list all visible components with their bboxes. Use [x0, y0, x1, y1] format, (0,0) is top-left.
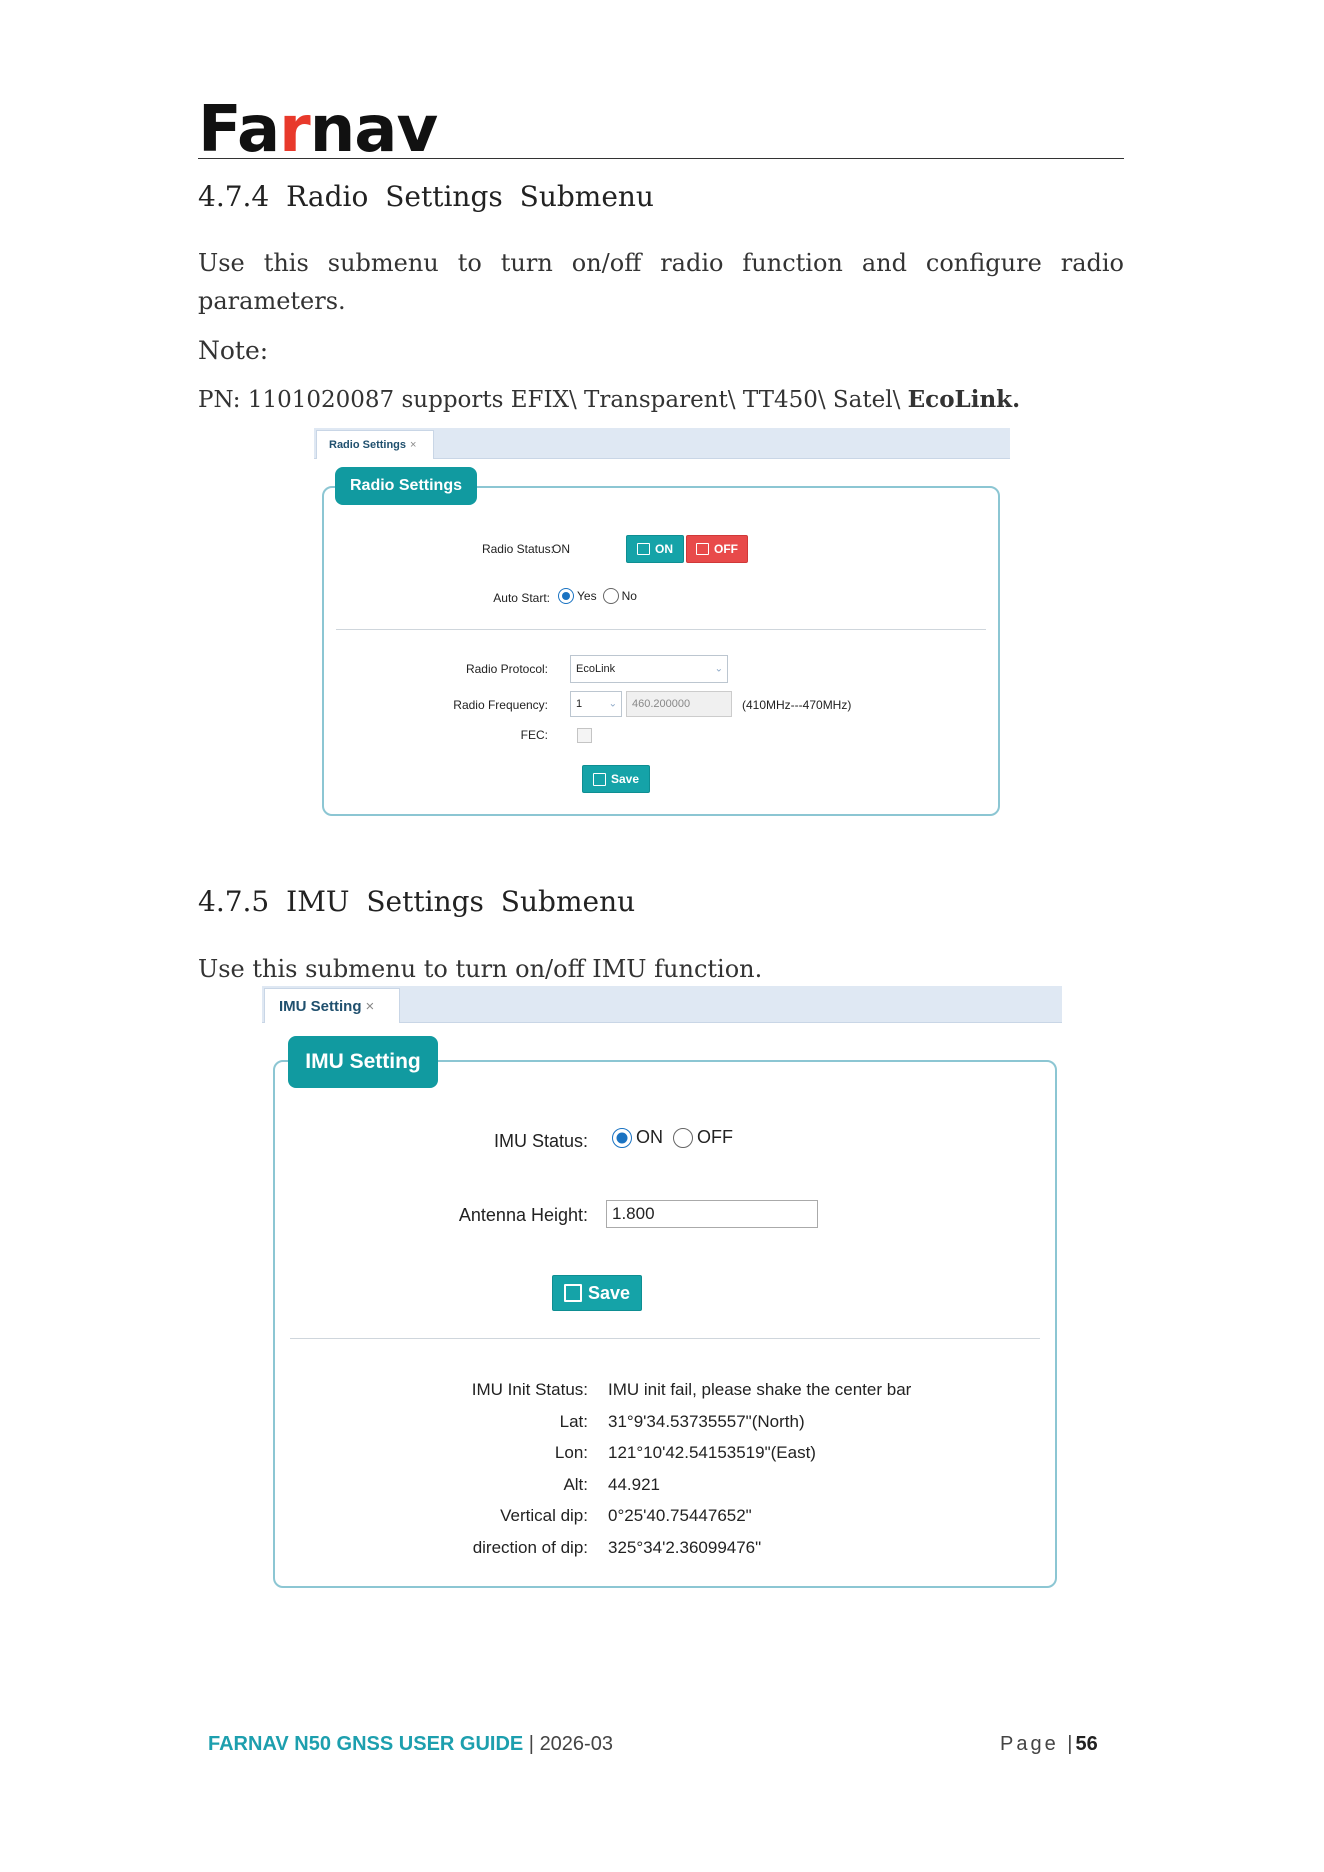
radio-divider [336, 629, 986, 630]
page-label: Page [1000, 1733, 1059, 1755]
off-label: OFF [714, 542, 738, 556]
auto-start-yes-label: Yes [577, 589, 597, 603]
info-row [362, 1437, 1022, 1469]
info-row [362, 1532, 1022, 1564]
info-label: Lat: [559, 1411, 588, 1431]
radio-frequency-input[interactable]: 460.200000 [626, 691, 732, 717]
protocol-value: EcoLink [576, 663, 616, 675]
info-value: 0°25'40.75447652" [608, 1506, 752, 1525]
imu-status-on-radio[interactable] [612, 1128, 632, 1148]
close-icon[interactable]: × [365, 997, 375, 1015]
ecolink-emphasis: EcoLink. [907, 386, 1021, 413]
save-icon [564, 1284, 582, 1302]
tab-label: Radio Settings [329, 439, 407, 451]
section-heading-radio: 4.7.4 Radio Settings Submenu [198, 180, 654, 213]
radio-save-button[interactable] [582, 765, 650, 793]
imu-status-off-label: OFF [697, 1127, 733, 1147]
radio-settings-panel [314, 428, 1010, 826]
radio-on-button[interactable] [626, 535, 684, 563]
frequency-range-hint: (410MHz---470MHz) [742, 698, 852, 712]
imu-legend: IMU Setting [288, 1036, 438, 1088]
imu-tab-bar [262, 986, 1062, 1023]
fec-checkbox[interactable] [577, 728, 592, 743]
auto-start-radio-group [558, 588, 637, 604]
page-separator: | [1058, 1733, 1076, 1755]
save-icon [593, 773, 606, 786]
radio-frequency-label: Radio Frequency: [453, 698, 548, 712]
antenna-height-input[interactable]: 1.800 [606, 1200, 818, 1228]
imu-status-label: IMU Status: [493, 1131, 588, 1151]
radio-protocol-label: Radio Protocol: [465, 662, 548, 676]
info-value: 31°9'34.53735557"(North) [608, 1411, 805, 1431]
footer-date: 2026-03 [539, 1733, 613, 1755]
imu-divider [290, 1338, 1040, 1339]
imu-info-list [362, 1374, 1022, 1563]
info-row [362, 1374, 1022, 1406]
radio-tab-bar [314, 428, 1010, 459]
radio-intro-paragraph: Use this submenu to turn on/off radio function and configure radio parameters. [198, 249, 1124, 315]
chevron-down-icon: ⌄ [608, 698, 617, 710]
info-label: direction of dip: [472, 1537, 588, 1557]
antenna-height-label: Antenna Height: [458, 1205, 588, 1225]
radio-status-label: Radio Status: [481, 542, 554, 556]
imu-status-on-label: ON [636, 1127, 663, 1147]
info-row [362, 1469, 1022, 1501]
chevron-down-icon: ⌄ [714, 663, 723, 675]
auto-start-no-label: No [621, 589, 637, 603]
save-label: Save [610, 772, 640, 786]
on-label: ON [655, 542, 673, 556]
info-value: 44.921 [608, 1474, 660, 1494]
imu-status-radio-group [612, 1127, 733, 1148]
footer-brand: FARNAV N50 GNSS USER GUIDE [208, 1733, 524, 1755]
info-label: IMU Init Status: [471, 1380, 588, 1399]
auto-start-no-radio[interactable] [603, 588, 619, 604]
imu-intro-paragraph: Use this submenu to turn on/off IMU function. [198, 955, 763, 983]
save-label: Save [587, 1282, 631, 1303]
footer-separator: | [523, 1733, 540, 1755]
info-value: 121°10'42.54153519"(East) [608, 1443, 816, 1462]
farnav-logo: Farnav [198, 93, 438, 167]
radio-protocol-select[interactable] [570, 655, 728, 683]
imu-status-off-radio[interactable] [673, 1128, 693, 1148]
auto-start-label: Auto Start: [493, 591, 550, 605]
info-value: IMU init fail, please shake the center bar [608, 1380, 912, 1399]
imu-settings-panel [262, 986, 1062, 1590]
radio-channel-select[interactable] [570, 691, 622, 717]
auto-start-yes-radio[interactable] [558, 588, 574, 604]
page-number: 56 [1075, 1733, 1098, 1755]
footer-page [1000, 1733, 1098, 1756]
header-rule [198, 158, 1124, 159]
note-label: Note: [198, 336, 269, 365]
footer-title [208, 1733, 613, 1756]
tab-imu-setting[interactable] [264, 988, 400, 1023]
tab-label: IMU Setting [279, 997, 362, 1015]
radio-status-value: ON [552, 542, 570, 556]
info-label: Vertical dip: [500, 1506, 588, 1525]
info-label: Lon: [554, 1443, 588, 1462]
radio-off-button[interactable] [686, 535, 748, 563]
info-value: 325°34'2.36099476" [608, 1537, 762, 1557]
info-row [362, 1406, 1022, 1438]
fec-label: FEC: [520, 728, 548, 742]
radio-legend: Radio Settings [335, 467, 477, 505]
info-label: Alt: [563, 1474, 588, 1494]
section-heading-imu: 4.7.5 IMU Settings Submenu [198, 885, 636, 918]
channel-value: 1 [576, 698, 583, 710]
power-icon [696, 543, 709, 555]
tab-radio-settings[interactable] [316, 430, 434, 459]
info-row [362, 1500, 1022, 1532]
edit-icon [637, 543, 650, 555]
imu-save-button[interactable] [552, 1275, 642, 1311]
note-text: PN: 1101020087 supports EFIX\ Transparent\ TT450\ Satel\ EcoLink. [198, 386, 1021, 413]
close-icon[interactable]: × [410, 439, 417, 451]
